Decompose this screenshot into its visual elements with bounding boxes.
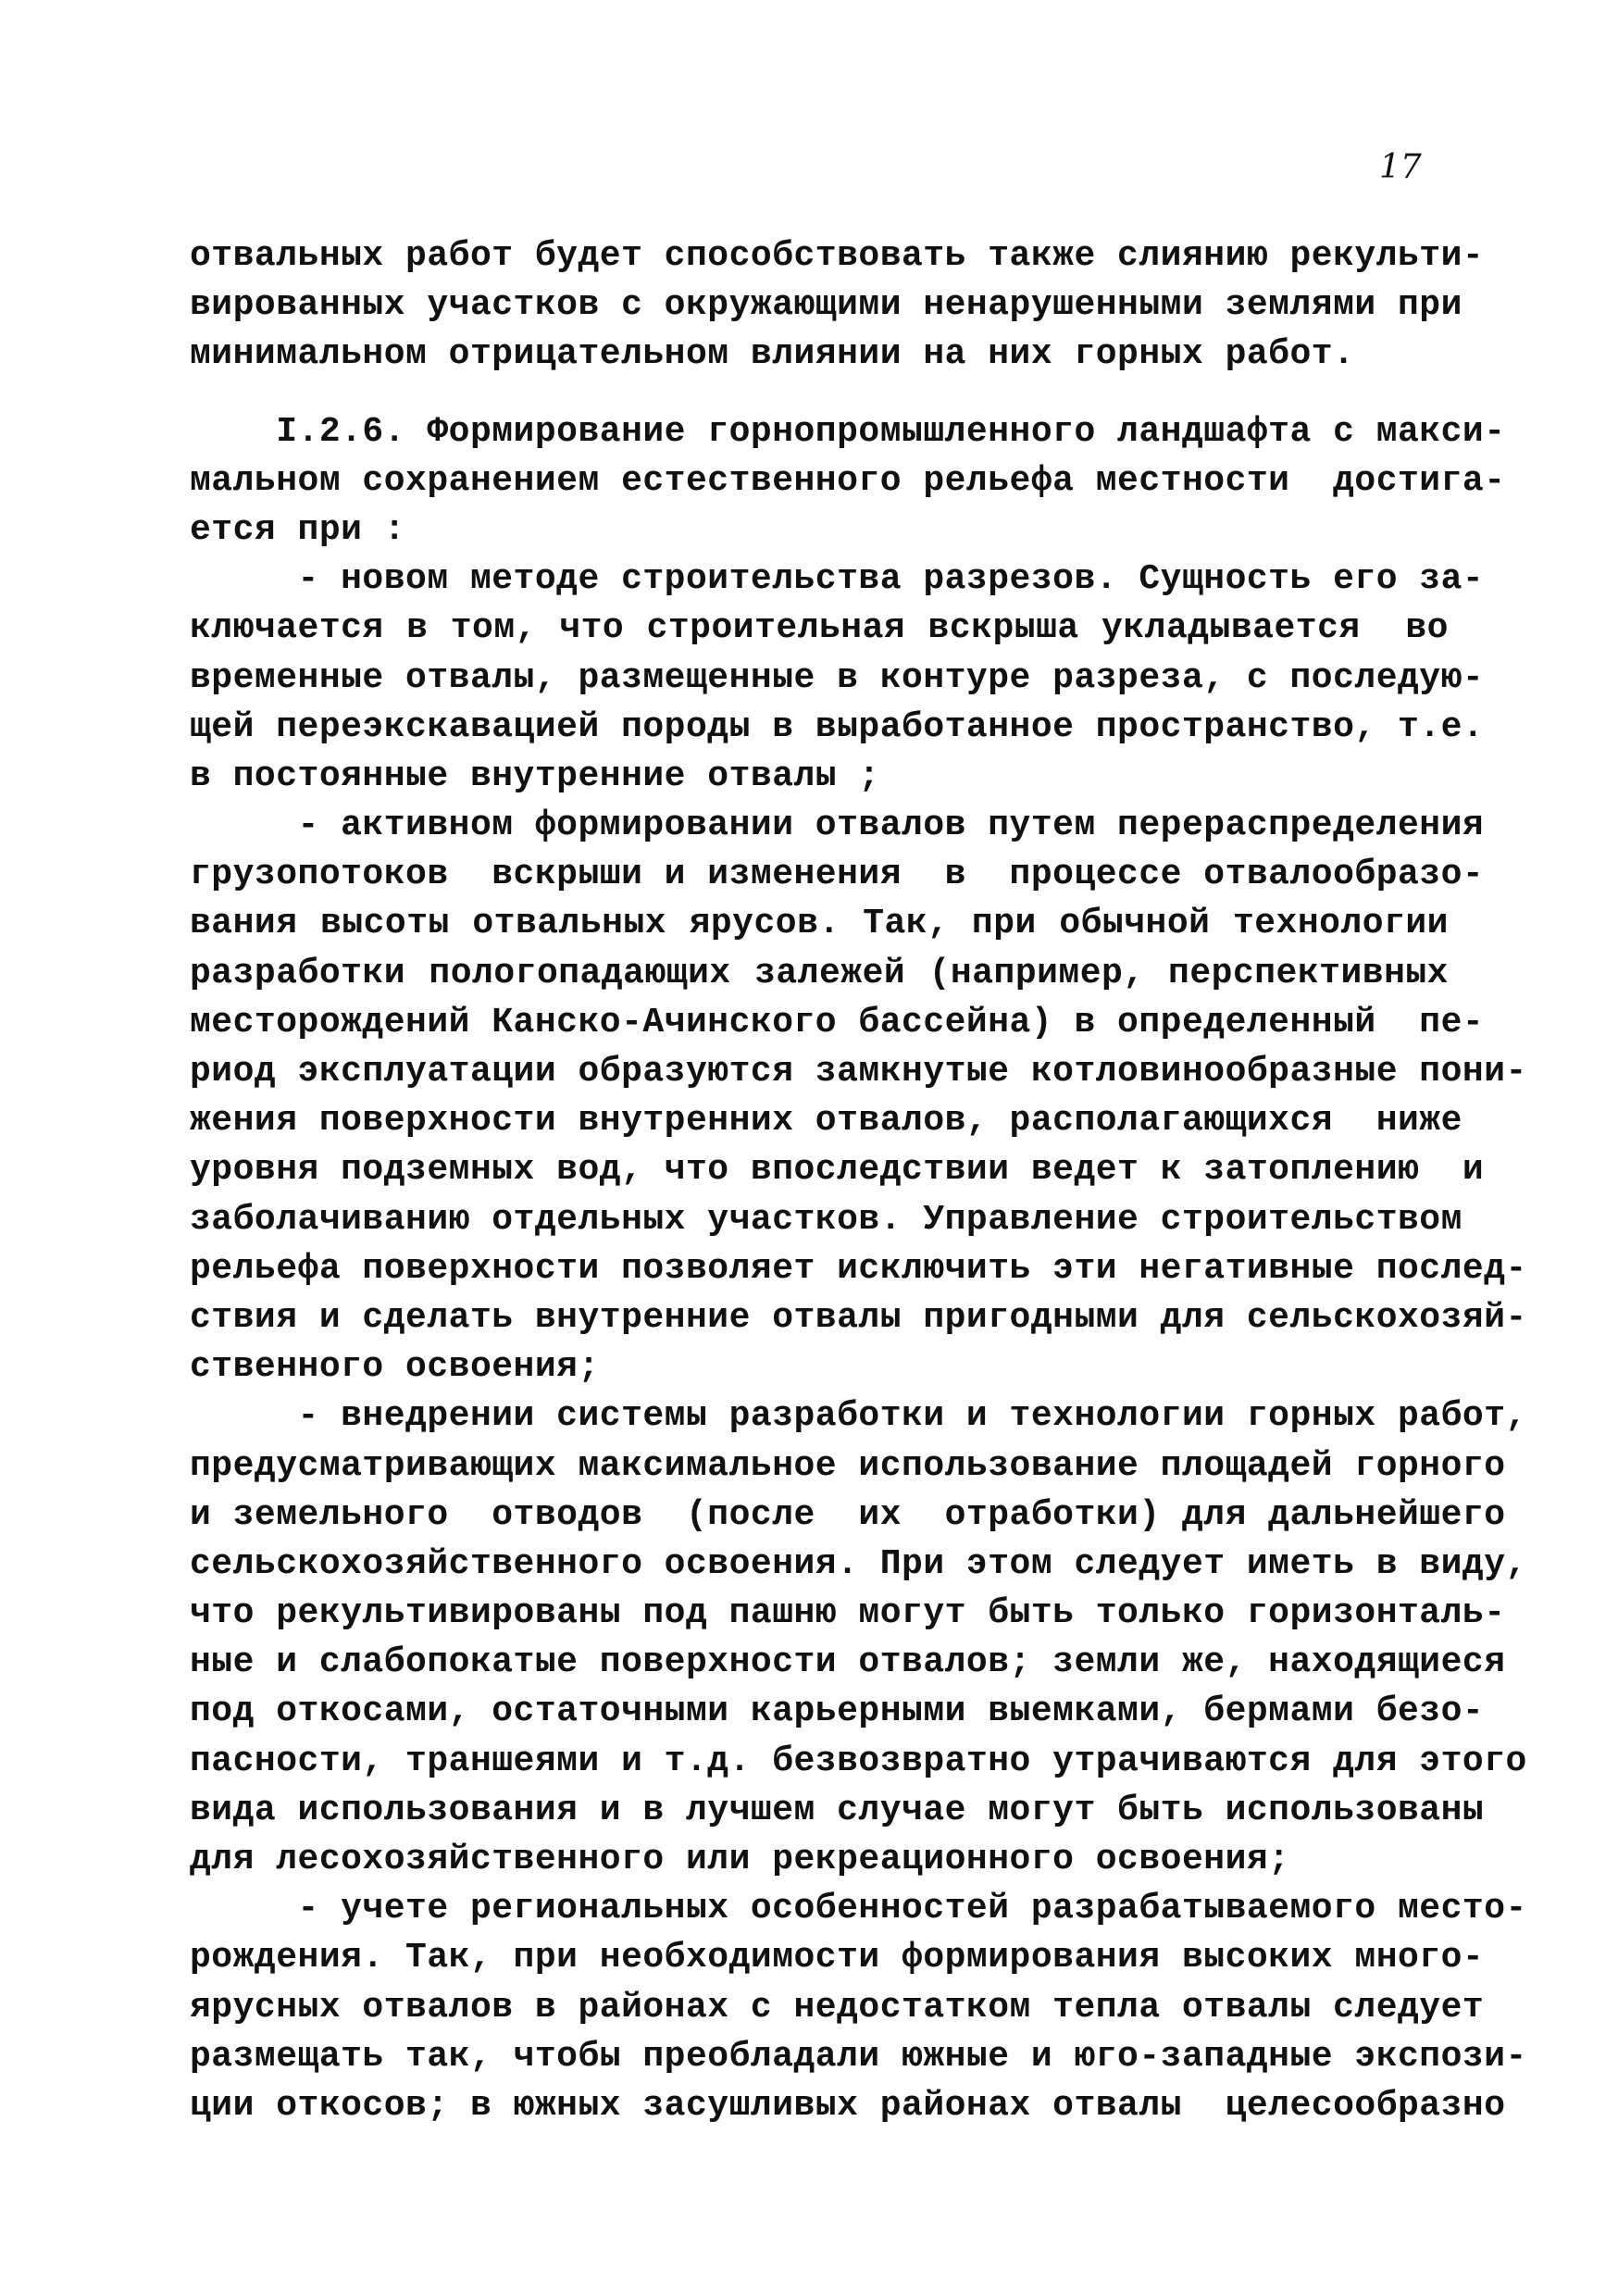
text-line: мальном сохранением естественного рельефа местности достига- — [190, 460, 1506, 501]
text-line: - новом методе строительства разрезов. Сущность его за- — [190, 559, 1485, 600]
text-line: ярусных отвалов в районах с недостатком тепла отвалы следует — [190, 1987, 1485, 2028]
text-line: ные и слабопокатые поверхности отвалов; земли же, находящиеся — [190, 1642, 1506, 1683]
text-line: для лесохозяйственного или рекреационного освоения; — [190, 1840, 1290, 1879]
text-line: пасности, траншеями и т.д. безвозвратно утрачиваются для этого — [190, 1741, 1527, 1781]
text-line: что рекультивированы под пашню могут быть только горизонталь- — [190, 1593, 1506, 1634]
text-line: в постоянные внутренние отвалы ; — [190, 755, 880, 796]
text-line: рельефа поверхности позволяет исключить эти негативные послед- — [190, 1248, 1527, 1289]
text-line: вания высоты отвальных ярусов. Так, при обычной технологии — [190, 904, 1449, 944]
text-line: заболачиванию отдельных участков. Управление строительством — [190, 1199, 1462, 1240]
text-line: - активном формировании отвалов путем перераспределения — [190, 805, 1485, 846]
text-line: ции откосов; в южных засушливых районах отвалы целесообразно — [190, 2085, 1506, 2126]
text-line: ется при : — [190, 509, 406, 550]
list-item-system-implementation — [190, 1391, 1527, 1884]
list-item-new-method — [190, 555, 1485, 801]
text-line: вида использования и в лучшем случае могут быть использованы — [190, 1790, 1485, 1830]
text-line: риод эксплуатации образуются замкнутые котловинообразные пони- — [190, 1052, 1527, 1092]
text-line: грузопотоков вскрыши и изменения в процессе отвалообразо- — [190, 855, 1485, 895]
text-line: сельскохозяйственного освоения. При этом следует иметь в виду, — [190, 1543, 1527, 1584]
text-line: щей переэкскавацией породы в выработанное пространство, т.е. — [190, 706, 1485, 747]
text-line: ствия и сделать внутренние отвалы пригодными для сельскохозяй- — [190, 1297, 1527, 1338]
text-line: минимальном отрицательном влиянии на них горных работ. — [190, 334, 1355, 375]
text-line: рождения. Так, при необходимости формирования высоких много- — [190, 1938, 1485, 1978]
text-line: - учете региональных особенностей разрабатываемого место- — [190, 1889, 1527, 1929]
text-line: уровня подземных вод, что впоследствии ведет к затоплению и — [190, 1150, 1485, 1191]
text-line: предусматривающих максимальное использование площадей горного — [190, 1445, 1506, 1486]
text-line: отвальных работ будет способствовать также слиянию рекульти- — [190, 236, 1485, 276]
page-number: 17 — [1379, 148, 1422, 186]
text-line: жения поверхности внутренних отвалов, располагающихся ниже — [190, 1101, 1462, 1142]
document-body — [190, 231, 1527, 2130]
text-line: месторождений Канско-Ачинского бассейна) в определенный пе- — [190, 1002, 1485, 1042]
paragraph-section-1-2-6 — [190, 407, 1506, 555]
text-line: ключается в том, что строительная вскрыша укладывается во — [190, 608, 1449, 649]
list-item-regional-features — [190, 1884, 1527, 2130]
paragraph-continuation — [190, 231, 1485, 380]
text-line: под откосами, остаточными карьерными выемками, бермами безо- — [190, 1691, 1485, 1732]
text-line: - внедрении системы разработки и технологии горных работ, — [190, 1396, 1527, 1437]
section-heading-line: I.2.6. Формирование горнопромышленного ландшафта с макси- — [190, 411, 1506, 452]
text-line: и земельного отводов (после их отработки) для дальнейшего — [190, 1494, 1506, 1535]
text-line: вированных участков с окружающими ненарушенными землями при — [190, 285, 1462, 326]
text-line: разработки пологопадающих залежей (например, перспективных — [190, 953, 1449, 993]
list-item-active-formation — [190, 801, 1527, 1391]
text-line: временные отвалы, размещенные в контуре разреза, с последую- — [190, 657, 1485, 698]
text-line: размещать так, чтобы преобладали южные и юго-западные экспози- — [190, 2036, 1527, 2077]
text-line: ственного освоения; — [190, 1347, 600, 1388]
